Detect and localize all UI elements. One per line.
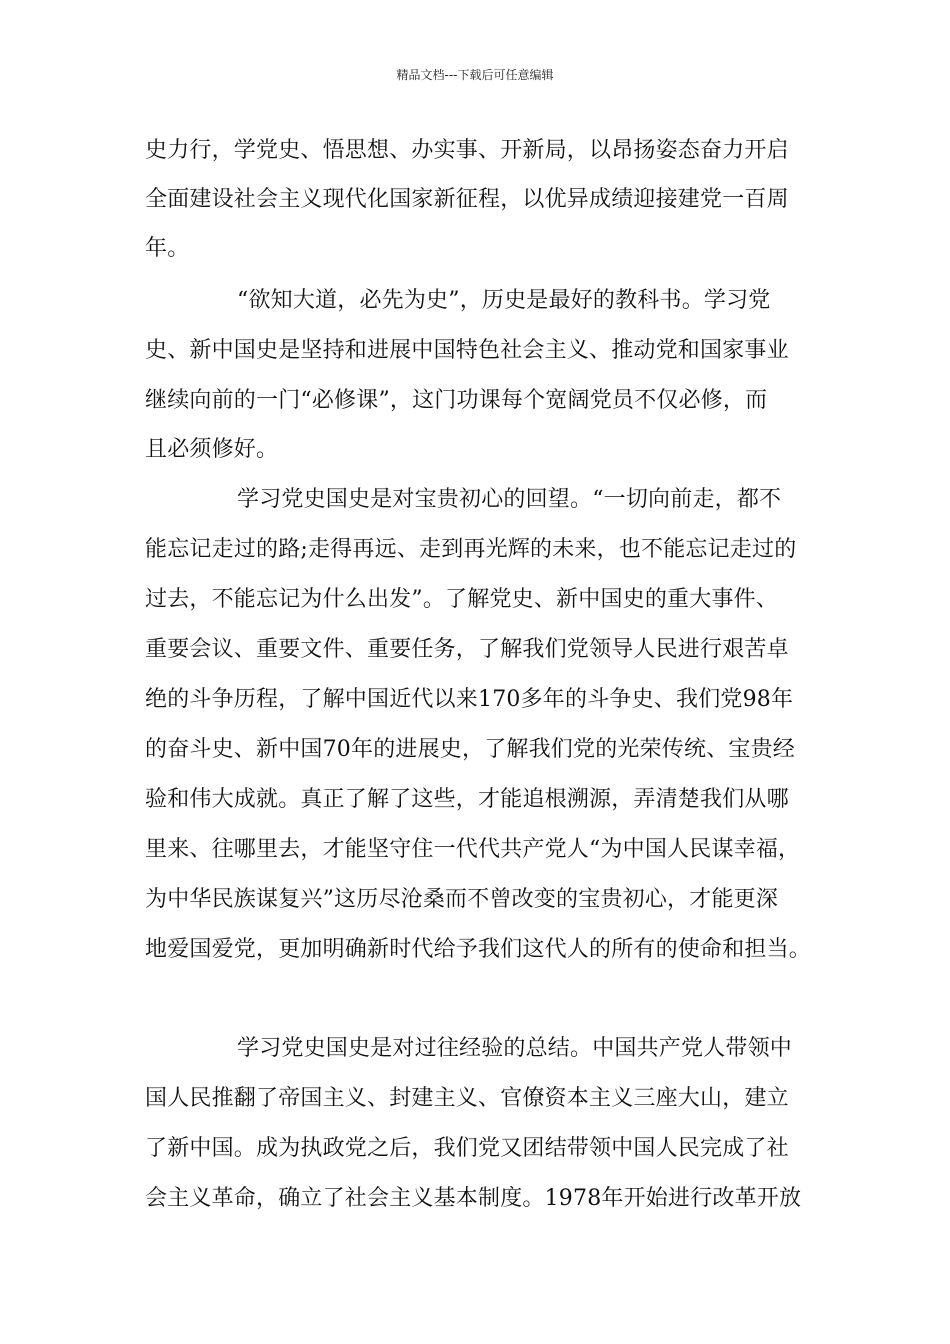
paragraph-2-line-1: “欲知大道，必先为史”，历史是最好的教科书。学习党 [237, 288, 771, 313]
paragraph-2-line-2: 史、新中国史是坚持和进展中国特色社会主义、推动党和国家事业 [145, 338, 789, 363]
paragraph-3-line-4: 重要会议、重要文件、重要任务，了解我们党领导人民进行艰苦卓 [145, 637, 789, 662]
paragraph-4-line-4: 会主义革命，确立了社会主义基本制度。1978年开始进行改革开放 [145, 1186, 802, 1211]
paragraph-3-line-2: 能忘记走过的路;走得再远、走到再光辉的未来，也不能忘记走过的 [145, 537, 797, 562]
page-header: 精品文档---下载后可任意编辑 [396, 68, 554, 82]
paragraph-2-line-4: 且必须修好。 [145, 437, 279, 462]
paragraph-1-line-2: 全面建设社会主义现代化国家新征程，以优异成绩迎接建党一百周 [145, 187, 789, 212]
paragraph-3-line-1: 学习党史国史是对宝贵初心的回望。“一切向前走，都不 [237, 487, 782, 512]
paragraph-3-line-9: 为中华民族谋复兴”这历尽沧桑而不曾改变的宝贵初心，才能更深 [145, 887, 779, 912]
paragraph-4-line-1: 学习党史国史是对过往经验的总结。中国共产党人带领中 [237, 1036, 793, 1061]
paragraph-3-line-6: 的奋斗史、新中国70年的进展史，了解我们党的光荣传统、宝贵经 [145, 737, 795, 762]
paragraph-4-line-2: 国人民推翻了帝国主义、封建主义、官僚资本主义三座大山，建立 [145, 1086, 789, 1111]
paragraph-3-line-10: 地爱国爱党，更加明确新时代给予我们这代人的所有的使命和担当。 [145, 937, 812, 962]
paragraph-3-line-7: 验和伟大成就。真正了解了这些，才能追根溯源，弄清楚我们从哪 [145, 787, 789, 812]
paragraph-1-line-1: 史力行，学党史、悟思想、办实事、开新局，以昂扬姿态奋力开启 [145, 138, 789, 163]
paragraph-1-line-3: 年。 [145, 236, 190, 261]
paragraph-4-line-3: 了新中国。成为执政党之后，我们党又团结带领中国人民完成了社 [145, 1136, 789, 1161]
paragraph-3-line-3: 过去，不能忘记为什么出发”。了解党史、新中国史的重大事件、 [145, 587, 779, 612]
paragraph-3-line-8: 里来、往哪里去，才能坚守住一代代共产党人“为中国人民谋幸福， [145, 837, 801, 862]
paragraph-2-line-3: 继续向前的一门“必修课”，这门功课每个宽阔党员不仅必修，而 [145, 388, 768, 413]
paragraph-3-line-5: 绝的斗争历程，了解中国近代以来170多年的斗争史、我们党98年 [145, 687, 794, 712]
